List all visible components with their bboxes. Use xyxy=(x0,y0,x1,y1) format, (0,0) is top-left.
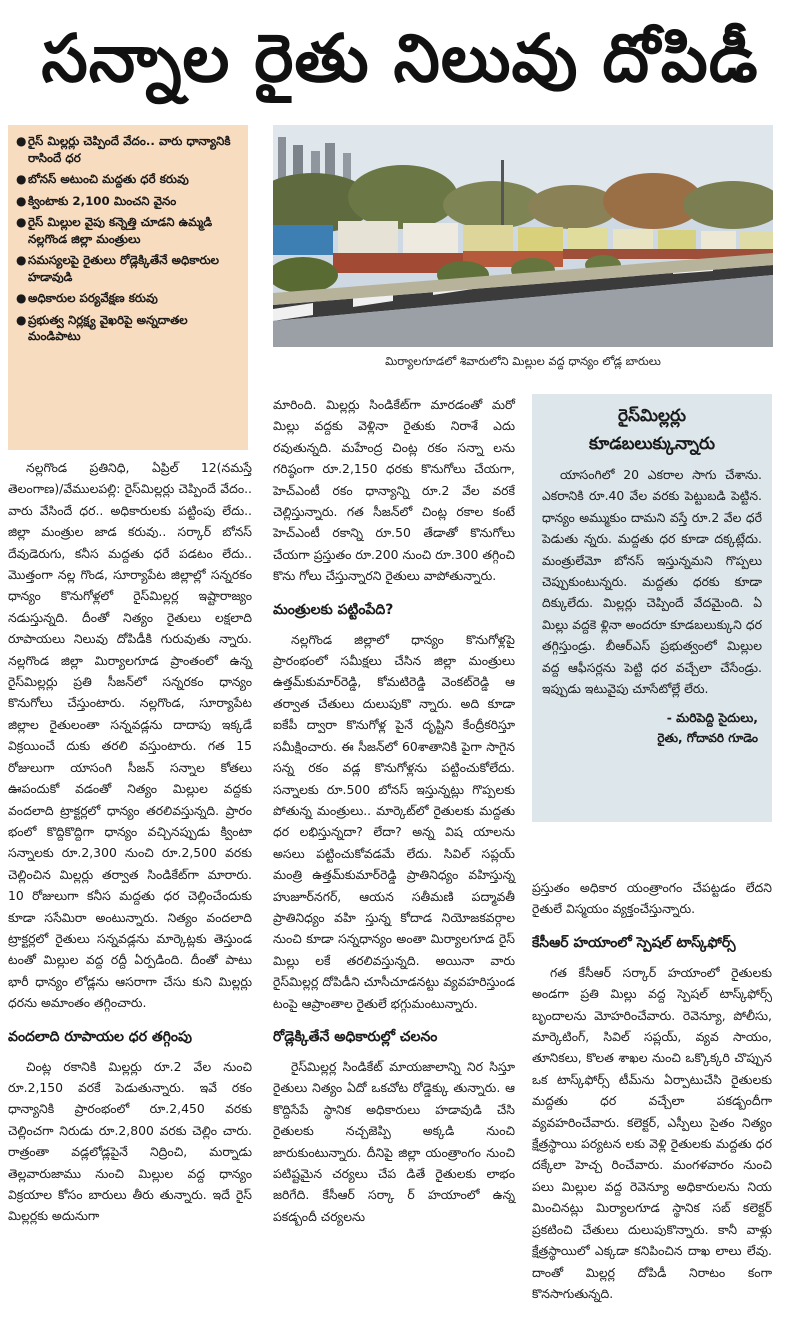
bullet-icon: ● xyxy=(16,291,27,305)
bullet-icon: ● xyxy=(16,253,27,267)
highlight-item xyxy=(16,252,240,285)
highlight-item xyxy=(16,214,240,247)
article-paragraph: ప్రస్తుతం అధికార యంత్రాంగం చేపట్టడం లేదని రైతులే విస్మయం వ్యక్తంచేస్తున్నారు. xyxy=(532,880,772,917)
subheading: మంత్రులకు పట్టింపేది? xyxy=(273,601,394,618)
quote-signature-place: రైతు, గోదావరి గూడెం xyxy=(657,731,758,746)
highlight-item xyxy=(16,133,240,166)
highlight-item xyxy=(16,312,240,345)
article-paragraph: చింట్ల రకానికి మిల్లర్లు రూ.2 వేల నుంచి రూ.2,150 వరకే పెడుతున్నారు. ఇవే రకం ధాన్యానికి ప్రారంభంలో రూ.2,450 వరకు చెల్లించగా నిరుడు రూ.2,800 వరకు చెల్లిం చారు. రాత్రంతా వడ్లలోడ్లపైనే నిద్రించి, మర్నాడు తెల్లవారుజాము నుంచి మిల్లుల వద్ద ధాన్యం విక్రయాల కోసం బారులు తీరు తున్నారు. ఇదే రైస్ మిల్లర్లకు అదునుగా xyxy=(8,1058,252,1224)
subheading: కేసీఆర్ హయాంలో స్పెషల్ టాస్క్‌ఫోర్స్ xyxy=(532,934,736,951)
subheading: రోడ్లెక్కితేనే అధికారుల్లో చలనం xyxy=(273,1028,438,1045)
quote-signature-name: - మరిపెద్ది సైదులు, xyxy=(666,710,758,726)
highlight-text: సమస్యలపై రైతులు రోడ్లెక్కితేనే అధికారుల హడావుడి xyxy=(28,253,220,284)
article-paragraph: రైస్‌మిల్లర్ల సిండికేట్ మాయజాలాన్ని నిర సిస్తూ రైతులు నిత్యం ఏదో ఒకచోట రోడ్డెక్కు తున్నారు. ఆ కొద్దిసేపే స్థానిక అధికారులు హడావుడి చేసి రైతులకు నచ్చజెప్పి అక్కడి నుంచి జారుకుంటున్నారు. దీనిపై జిల్లా యంత్రాంగం నుంచి పటిష్టమైన చర్యలు చేప డితే రైతులకు లాభం జరిగేది. కేసీఆర్ సర్కా ర్ హయాంలో ఉన్న పకడ్బందీ చర్యలను xyxy=(273,1058,515,1224)
article-paragraph: నల్లగొండ జిల్లాలో ధాన్యం కొనుగోళ్లపై ప్రారంభంలో సమీక్షలు చేసిన జిల్లా మంత్రులు ఉత్తమ్‌కుమార్‌రెడ్డి, కోమటిరెడ్డి వెంకట్‌రెడ్డి ఆ తర్వాత చేతులు దులుపుకొ న్నారు. అది కూడా ఐకేపీ ద్వారా కొనుగోళ్ల పైనే దృష్టిని కేంద్రీకరిస్తూ సమీక్షించారు. ఈ సీజన్‌లో 60శాతానికి పైగా సాగైన సన్న రకం వడ్ల కొనుగోళ్లను పట్టించుకోలేదు. సన్నాలకు రూ.500 బోనస్ ఇస్తున్నట్లు గొప్పలకు పోతున్న మంత్రులు.. మార్కెట్‌లో రైతులకు మద్దతు ధర లభిస్తున్నదా? లేదా? అన్న విష యాలను అసలు పట్టించుకోవడమే లేదు. సివిల్ సప్లయ్ మంత్రి ఉత్తమ్‌కుమార్‌రెడ్డి ప్రాతినిధ్యం వహిస్తున్న హుజూర్‌నగర్, ఆయన సతీమణి పద్మావతీ ప్రాతినిధ్యం వహి స్తున్న కోదాడ నియోజకవర్గాల నుంచి కూడా సన్నధాన్యం అంతా మిర్యాలగూడ రైస్ మిల్లు లకే తరలివస్తున్నది. అయినా వారు రైస్‌మిల్లర్ల దోపిడీని చూసీచూడనట్టు వ్యవహరిస్తుండ టంపై ఆప్రాంతాల రైతులే భగ్గుమంటున్నారు. xyxy=(273,631,515,1011)
quote-title-line: కూడబలుక్కున్నారు xyxy=(588,434,716,454)
highlight-text: క్వింటాకు 2,100 మించని వైనం xyxy=(28,193,177,208)
quote-title-line: రైస్‌మిల్లర్లు xyxy=(617,406,687,426)
article-column-3 xyxy=(532,877,772,1304)
highlight-text: బోనస్ అటుంచి మద్దతు ధరే కరువు xyxy=(28,172,189,186)
photo-caption: మిర్యాలగూడలో శివారులోని మిల్లుల వద్ద ధాన్యం లోడ్ల బారులు xyxy=(385,354,661,368)
farmer-quote-box xyxy=(532,394,772,822)
highlight-text: రైస్ మిల్లుల వైపు కన్నెత్తి చూడని ఉమ్మడి నల్లగొండ జిల్లా మంత్రులు xyxy=(28,215,213,246)
subheading: వందలాది రూపాయల ధర తగ్గింపు xyxy=(8,1028,192,1045)
headline: సన్నాల రైతు నిలువు దోపిడీ xyxy=(41,20,759,97)
highlight-text: రైస్ మిల్లర్లు చెప్పిందే వేదం.. వారు ధాన్యానికి రాసిందే ధర xyxy=(28,134,231,165)
highlight-item xyxy=(16,171,240,188)
quote-body xyxy=(542,464,762,699)
article-column-2 xyxy=(273,394,515,1227)
bullet-icon: ● xyxy=(16,172,27,186)
highlight-item xyxy=(16,290,240,307)
bullet-icon: ● xyxy=(16,193,27,208)
quote-text: యాసంగిలో 20 ఎకరాల సాగు చేశాను. ఎకరానికి రూ.40 వేల వరకు పెట్టుబడి పెట్టిన. ధాన్యం అమ్ముకుం దామని వస్తే రూ.2 వేల ధరే పెడుతు న్నరు. మద్దతు ధర కూడా దక్కట్లేదు. మంత్రులేమో బోనస్ ఇస్తున్నమని గొప్పలు చెప్పుకుంటున్నరు. మద్దతు ధరకు కూడా దిక్కులేదు. మిల్లర్లు చెప్పిందే వేదమైంది. ఏ మిల్లు వద్దకె ళ్లినా అందరూ కూడబలుక్కుని ధర తగ్గిస్తుండ్రు. బీఆర్ఎస్ ప్రభుత్వంలో మిల్లుల వద్ద ఆఫీసర్లను పెట్టి ధర వచ్చేలా చేసేండ్రు. ఇప్పుడు ఇటువైపు చూసేటోల్లే లేరు. xyxy=(542,467,762,697)
highlights-box xyxy=(8,125,248,450)
highlight-text: ప్రభుత్వ నిర్లక్ష్య వైఖరిపై అన్నదాతల మండిపాటు xyxy=(28,312,188,343)
news-photo xyxy=(273,125,773,347)
bullet-icon: ● xyxy=(16,312,27,327)
highlight-item xyxy=(16,193,240,210)
article-paragraph: నల్లగొండ ప్రతినిధి, ఏప్రిల్ 12(నమస్తే తెలంగాణ)/వేములపల్లి: రైస్‌మిల్లర్లు చెప్పిందే వేదం.. వారు వేసిందే ధర.. అధికారులకు పట్టింపు లేదు.. జిల్లా మంత్రుల జాడ కరువు.. సర్కార్ బోనస్ దేవుడెరుగు, కనీస మద్దతు ధరే పడటం లేదు.. మొత్తంగా నల్ల గొండ, సూర్యాపేట జిల్లాల్లో సన్నరకం ధాన్యం కొనుగోళ్లలో రైస్‌మిల్లర్ల ఇష్టారాజ్యం నడుస్తున్నది. దీంతో నిత్యం రైతులు లక్షలాది రూపాయలు నిలువు దోపిడీకి గురువుతు న్నారు. నల్లగొండ జిల్లా మిర్యాలగూడ ప్రాంతంలో ఉన్న రైస్‌మిల్లర్లు ప్రతి సీజన్‌లో సన్నరకం ధాన్యం కొనుగోలు చేస్తుంటారు. నల్లగొండ, సూర్యాపేట జిల్లాల రైతులంతా సన్నవడ్లను దాదాపు ఇక్కడే విక్రయించే దుకు తరలి వస్తుంటారు. గత 15 రోజులుగా యాసంగి సీజన్ సన్నాల కోతలు ఊపందుకో వడంతో నిత్యం మిల్లుల వద్దకు వందలాది ట్రాక్టర్లలో ధాన్యం తరలివస్తున్నది. ప్రారం భంలో కొద్దికొద్దిగా ధాన్యం వచ్చినప్పుడు క్వింటా సన్నాలకు రూ.2,300 నుంచి రూ.2,500 వరకు చెల్లించిన మిల్లర్లు తర్వాత సిండికేట్‌గా మారారు. 10 రోజులుగా కనీస మద్దతు ధర చెల్లించేందుకు కూడా ససేమిరా అంటున్నారు. నిత్యం వందలాది ట్రాక్టర్లలో రైతులు సన్నవడ్లను మార్కెట్లకు తెస్తుండ టంతో మిల్లుల వద్ద రద్దీ ఏర్పడింది. దీంతో పాటు భారీ ధాన్యం లోడ్లను ఆసరాగా చేసు కుని మిల్లర్లు ధరను అమాంతం తగ్గించారు. xyxy=(8,460,252,1011)
highlight-text: అధికారుల పర్యవేక్షణ కరువు xyxy=(28,291,158,305)
quote-title xyxy=(542,402,762,458)
bullet-icon: ● xyxy=(16,215,27,229)
article-paragraph: మారింది. మిల్లర్లు సిండికేట్‌గా మారడంతో మరో మిల్లు వద్దకు వెళ్లినా రైతుకు నిరాశే ఎదు రవుతున్నది. మహేంద్ర చింట్ల రకం సన్నా లను గరిష్ఠంగా రూ.2,150 ధరకు కొనుగోలు చేయగా, హెచ్‌ఎంటీ రకం ధాన్యాన్ని రూ.2 వేల వరకే చెల్లిస్తున్నారు. గత సీజన్‌లో చింట్ల రకాల కంటే హెచ్‌ఎంటీ రకాన్ని రూ.50 తేడాతో కొనుగోలు చేయగా ప్రస్తుతం రూ.200 నుంచి రూ.300 తగ్గించి కొను గోలు చేస్తున్నారని రైతులు వాపోతున్నారు. xyxy=(273,397,515,584)
bullet-icon: ● xyxy=(16,134,27,148)
article-column-1 xyxy=(8,457,252,1227)
article-paragraph: గత కేసీఆర్ సర్కార్ హయాంలో రైతులకు అండగా ప్రతి మిల్లు వద్ద స్పెషల్ టాస్క్‌ఫోర్స్ బృందాలను మోహరించేవారు. రెవెన్యూ, పోలీసు, మార్కెటింగ్, సివిల్ సప్లయ్, వ్యవ సాయం, తూనికలు, కొలత శాఖల నుంచి ఒక్కొక్కరి చొప్పున ఒక టాస్క్‌ఫోర్స్ టీమ్‌ను ఏర్పాటుచేసి రైతులకు మద్దతు ధర వచ్చేలా పకడ్బందీగా వ్యవహరించేవారు. కలెక్టర్, ఎస్పీలు సైతం నిత్యం క్షేత్రస్థాయి పర్యటన లకు వెళ్లి రైతులకు మద్దతు ధర దక్కేలా హెచ్చ రించేవారు. మంగళవారం నుంచి పలు మిల్లుల వద్ద రెవెన్యూ అధికారులను నియ మించినట్లు మిర్యాలగూడ స్థానిక సబ్ కలెక్టర్ ప్రకటించి చేతులు దులుపుకొన్నారు. కానీ వాళ్లు క్షేత్రస్థాయిలో ఎక్కడా కనిపించిన దాఖ లాలు లేవు. దాంతో మిల్లర్ల దోపిడీ నిరాటం కంగా కొనసాగుతున్నది. xyxy=(532,964,772,1301)
